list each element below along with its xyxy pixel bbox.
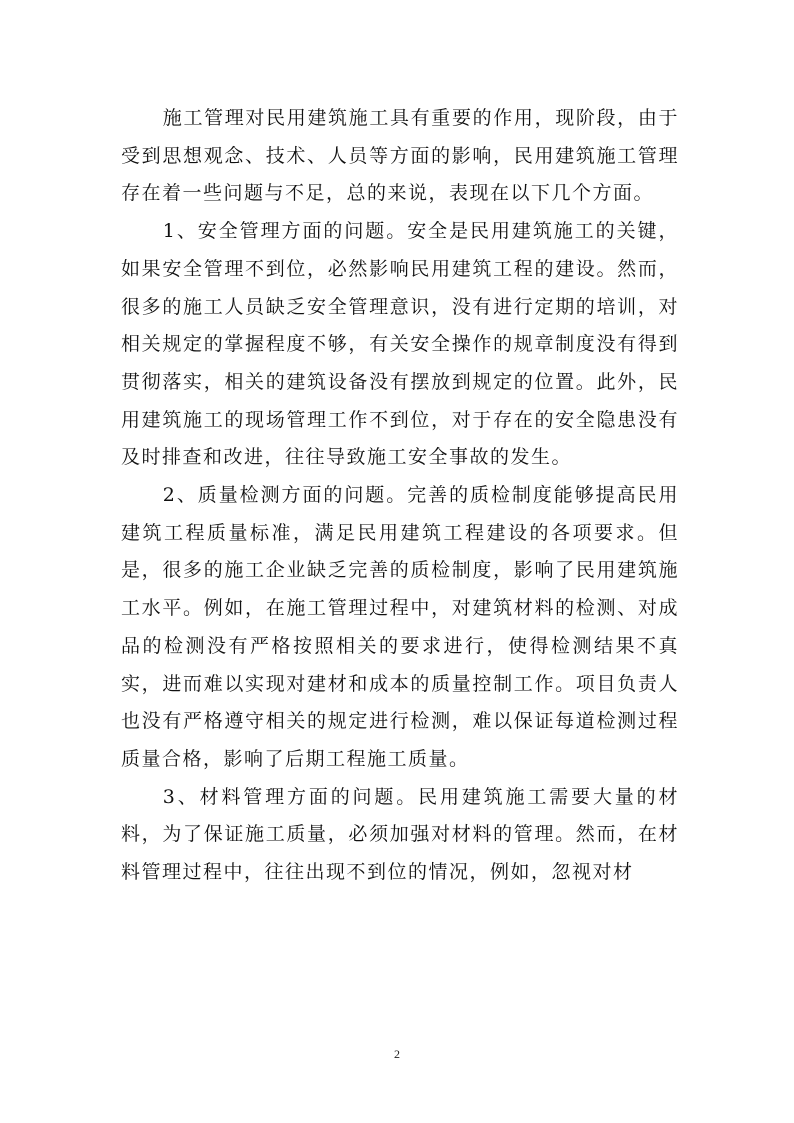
paragraph-intro: 施工管理对民用建筑施工具有重要的作用，现阶段，由于受到思想观念、技术、人员等方面的影响，民用建筑施工管理存在着一些问题与不足，总的来说，表现在以下几个方面。 [121, 107, 679, 205]
document-body [121, 100, 679, 892]
page-number: 2 [394, 1047, 400, 1061]
paragraph-safety-management: 1、安全管理方面的问题。安全是民用建筑施工的关键，如果安全管理不到位，必然影响民用建筑工程的建设。然而，很多的施工人员缺乏安全管理意识，没有进行定期的培训，对相关规定的掌握程度不够，有关安全操作的规章制度没有得到贯彻落实，相关的建筑设备没有摆放到规定的位置。此外，民用建筑施工的现场管理工作不到位，对于存在的安全隐患没有及时排查和改进，往往导致施工安全事故的发生。 [121, 220, 679, 469]
paragraph-material-management: 3、材料管理方面的问题。民用建筑施工需要大量的材料，为了保证施工质量，必须加强对材料的管理。然而，在材料管理过程中，往往出现不到位的情况，例如，忽视对材 [121, 785, 679, 884]
paragraph-quality-inspection: 2、质量检测方面的问题。完善的质检制度能够提高民用建筑工程质量标准，满足民用建筑工程建设的各项要求。但是，很多的施工企业缺乏完善的质检制度，影响了民用建筑施工水平。例如，在施工管理过程中，对建筑材料的检测、对成品的检测没有严格按照相关的要求进行，使得检测结果不真实，进而难以实现对建材和成本的质量控制工作。项目负责人也没有严格遵守相关的规定进行检测，难以保证每道检测过程质量合格，影响了后期工程施工质量。 [121, 484, 679, 770]
